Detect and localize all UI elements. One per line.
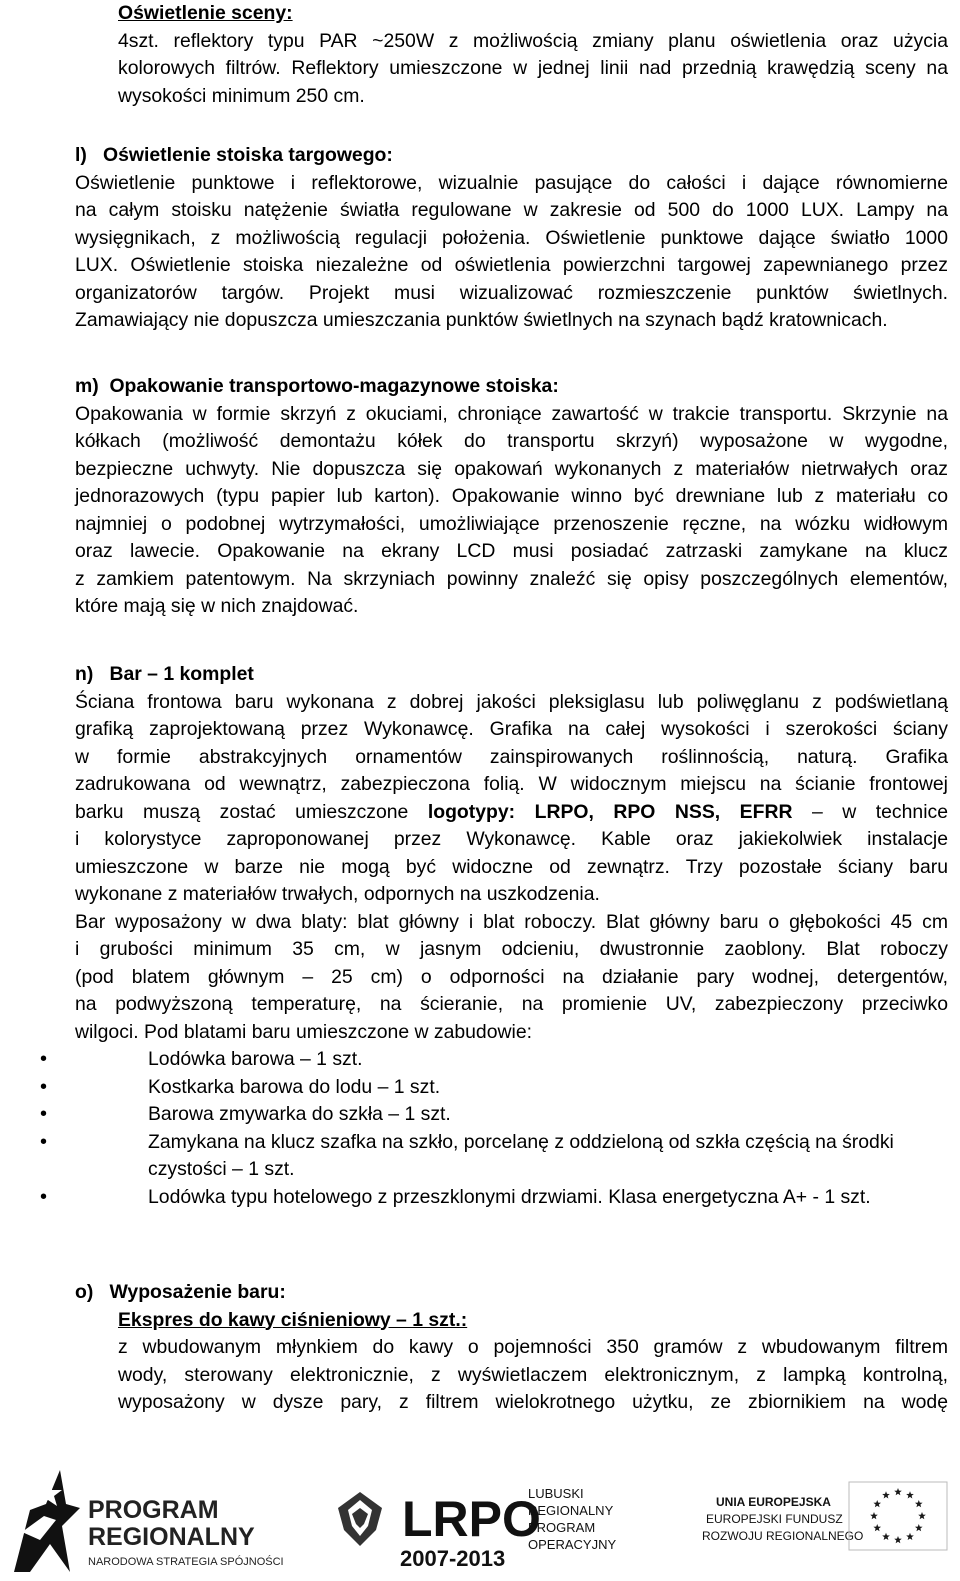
paragraph-line: na całym stoisku natężenie światła regulowane w zakresie od 500 do 1000 LUX. Lampy na xyxy=(75,199,948,221)
paragraph-line: Opakowania w formie skrzyń z okuciami, chroniące zawartość w trakcie transportu. Skrzynie na xyxy=(75,402,948,425)
paragraph-line: jednorazowych (typu papier lub karton). Opakowanie winno być drewniane lub z materiału co xyxy=(75,485,948,507)
bullet-icon: • xyxy=(40,1075,48,1098)
lrpo-desc-3: PROGRAM xyxy=(528,1520,596,1535)
paragraph-line: kolorowych filtrów. Reflektory umieszczone w jednej linii nad przednią krawędzią sceny na xyxy=(118,57,948,79)
list-item: • Kostkarka barowa do lodu – 1 szt. xyxy=(0,1074,948,1102)
bullet-icon: • xyxy=(40,1048,48,1070)
section-heading: n) Bar – 1 komplet xyxy=(75,663,254,685)
list-item: • Barowa zmywarka do szkła – 1 szt. xyxy=(0,1101,948,1129)
lrpo-desc-4: OPERACYJNY xyxy=(528,1537,617,1552)
paragraph-line: wysięgnikach, z możliwością regulacji położenia. Oświetlenie punktowe dające światło 1000 xyxy=(75,226,948,249)
lrpo-logo xyxy=(338,1486,616,1571)
eu-star-icon xyxy=(906,1491,914,1498)
section-bar-equipment xyxy=(75,1279,948,1334)
paragraph-line: wysokości minimum 250 cm. xyxy=(118,84,365,107)
paragraph-line: z zamkiem patentowym. Na skrzyniach powinny znaleźć się opisy poszczególnych elementów, xyxy=(75,567,948,590)
program-regionalny-logo xyxy=(14,1470,284,1572)
bullet-icon: • xyxy=(40,1103,48,1125)
list-item: • Zamykana na klucz szafka na szkło, porcelanę z oddzieloną od szkła częścią na środki czystości – 1 szt. xyxy=(40,1130,894,1180)
bar-equipment-list xyxy=(0,1046,948,1211)
section-packaging xyxy=(75,373,948,621)
eu-line-2: EUROPEJSKI FUNDUSZ xyxy=(706,1512,843,1526)
bullet-icon: • xyxy=(40,1130,48,1153)
eu-star-icon xyxy=(882,1533,890,1540)
program-line-3: NARODOWA STRATEGIA SPÓJNOŚCI xyxy=(88,1556,284,1568)
paragraph-line: wilgoci. Pod blatami baru umieszczone w zabudowie: xyxy=(75,1020,532,1043)
paragraph-line: grafiką zaprojektowaną przez Wykonawcę. Grafika na całej wysokości i szerokości ściany xyxy=(75,718,948,740)
eu-stars-icon xyxy=(870,1488,926,1543)
eu-star-icon xyxy=(873,1500,881,1507)
lrpo-mark: LRPO xyxy=(402,1491,541,1547)
footer-logos xyxy=(0,1470,960,1581)
list-item: • Lodówka typu hotelowego z przeszklonymi drzwiami. Klasa energetyczna A+ - 1 szt. xyxy=(0,1184,948,1212)
paragraph-line: Oświetlenie punktowe i reflektorowe, wizualnie pasujące do całości i dające równomierne xyxy=(75,171,948,194)
list-item: • Lodówka barowa – 1 szt. xyxy=(0,1046,948,1074)
paragraph-line: Zamawiający nie dopuszcza umieszczania punktów świetlnych na szynach bądź kratownicach. xyxy=(75,309,888,331)
paragraph-line: umieszczone w barze nie mogą być widoczne od zewnątrz. Trzy pozostałe ściany baru xyxy=(75,855,948,878)
lrpo-desc-1: LUBUSKI xyxy=(528,1486,584,1501)
espresso-description xyxy=(118,1334,948,1417)
paragraph-line: Bar wyposażony w dwa blaty: blat główny i blat roboczy. Blat główny baru o głębokości 45 cm xyxy=(75,910,948,933)
eu-star-icon xyxy=(894,1536,902,1543)
paragraph-line: najmniej o podobnej wytrzymałości, umożliwiające przenoszenie ręczne, na wózku widłowym xyxy=(75,512,948,535)
eu-star-icon xyxy=(870,1512,878,1519)
paragraph-line: (pod blatem głównym – 25 cm) o odporności na działanie pary wodnej, detergentów, xyxy=(75,965,948,988)
paragraph-line: z wbudowanym młynkiem do kawy o pojemności 350 gramów z wbudowanym filtrem xyxy=(118,1336,948,1358)
paragraph-line: wody, sterowany elektronicznie, z wyświetlaczem elektronicznym, z lampką kontrolną, xyxy=(118,1363,948,1386)
eu-star-icon xyxy=(882,1491,890,1498)
paragraph-line: bezpieczne uchwyty. Nie dopuszcza się opakowań wykonanych z materiałów nietrwałych oraz xyxy=(75,457,948,480)
eu-star-icon xyxy=(894,1488,902,1495)
paragraph-line: zadrukowana od wewnątrz, zabezpieczona folią. W widocznym miejscu na ścianie frontowej xyxy=(75,773,948,795)
paragraph-line: wykonane z materiałów trwałych, odpornych na uszkodzenia. xyxy=(75,883,600,905)
eu-star-icon xyxy=(915,1524,923,1531)
paragraph-line: 4szt. reflektory typu PAR ~250W z możliwością zmiany planu oświetlenia oraz użycia xyxy=(118,29,948,52)
logos-text-post: – w technice xyxy=(792,800,948,823)
paragraph-line: które mają się w nich znajdować. xyxy=(75,595,359,617)
section-booth-lighting xyxy=(75,142,948,335)
logos-text-pre: barku muszą zostać umieszczone xyxy=(75,800,428,823)
section-heading: Oświetlenie sceny: xyxy=(118,2,293,24)
paragraph-line: kółkach (możliwość demontażu kółek do transportu skrzyń) wyposażone w wygodne, xyxy=(75,430,948,452)
footer-logo-strip xyxy=(0,1470,960,1581)
paragraph-line: na podwyższoną temperaturę, na ścieranie, na promienie UV, zabezpieczony przeciwko xyxy=(75,993,948,1015)
lrpo-desc-2: REGIONALNY xyxy=(528,1503,614,1518)
paragraph-line: i grubości minimum 35 cm, w jasnym odcieniu, dwustronnie zaoblony. Blat roboczy xyxy=(75,938,948,960)
eu-line-3: ROZWOJU REGIONALNEGO xyxy=(702,1529,864,1543)
paragraph-line: organizatorów targów. Projekt musi wizualizować rozmieszczenie punktów świetlnych. xyxy=(75,281,948,304)
eu-logo xyxy=(702,1482,947,1550)
logos-list: logotypy: LRPO, RPO NSS, EFRR xyxy=(427,800,793,823)
paragraph-line: LUX. Oświetlenie stoiska niezależne od oświetlenia powierzchni targowej zapewnianego przez xyxy=(75,254,948,276)
eu-star-icon xyxy=(918,1512,926,1519)
subsection-heading: Ekspres do kawy ciśnieniowy – 1 szt.: xyxy=(118,1308,468,1331)
section-heading: l) Oświetlenie stoiska targowego: xyxy=(75,144,393,166)
section-bar xyxy=(40,661,948,1211)
eu-star-icon xyxy=(906,1533,914,1540)
paragraph-line: i kolorystyce zaproponowanej przez Wykonawcę. Kable oraz jakiekolwiek instalacje xyxy=(75,828,948,850)
program-line-2: REGIONALNY xyxy=(88,1523,255,1551)
paragraph-line: oraz lawecie. Opakowanie na ekrany LCD musi posiadać zatrzaski zamykane na klucz xyxy=(75,540,948,562)
lrpo-years: 2007-2013 xyxy=(400,1546,506,1571)
paragraph-line: wyposażony w dysze pary, z filtrem wielokrotnego użytku, ze zbiornikiem na wodę xyxy=(118,1391,948,1413)
eu-star-icon xyxy=(873,1524,881,1531)
paragraph-line: Ściana frontowa baru wykonana z dobrej jakości pleksiglasu lub poliwęglanu z podświetlaną xyxy=(75,690,948,713)
section-heading: m) Opakowanie transportowo-magazynowe stoiska: xyxy=(75,375,559,397)
section-scene-lighting xyxy=(118,0,948,110)
eu-star-icon xyxy=(915,1500,923,1507)
eu-line-1: UNIA EUROPEJSKA xyxy=(716,1495,831,1509)
paragraph-line-logos xyxy=(75,799,948,827)
section-heading: o) Wyposażenie baru: xyxy=(75,1281,286,1303)
bullet-icon: • xyxy=(40,1185,48,1208)
program-line-1: PROGRAM xyxy=(88,1496,219,1524)
paragraph-line: w formie abstrakcyjnych ornamentów zainspirowanych roślinnością, naturą. Grafika xyxy=(75,745,948,768)
